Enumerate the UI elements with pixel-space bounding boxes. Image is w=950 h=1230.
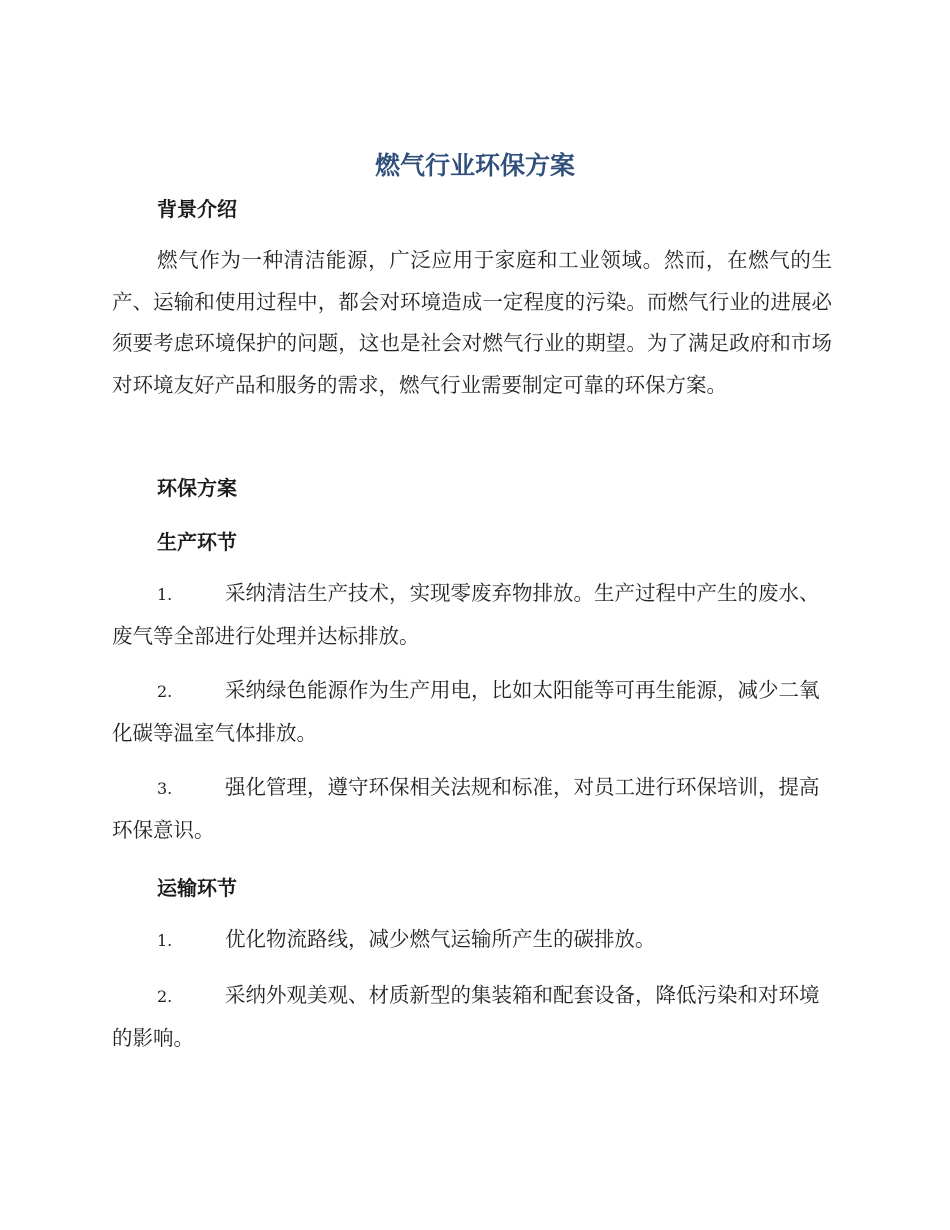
- list-item: [112, 919, 832, 962]
- section-heading-background: 背景介绍: [157, 197, 237, 221]
- list-item-number: 2.: [157, 987, 173, 1006]
- list-item: [112, 767, 832, 851]
- list-item-number: 1.: [157, 585, 173, 604]
- list-item: [112, 670, 832, 754]
- list-item: [112, 573, 832, 657]
- list-item-text: 强化管理，遵守环保相关法规和标准，对员工进行环保培训，提高环保意识。: [112, 775, 820, 842]
- subsection-heading-transport: 运输环节: [157, 876, 237, 900]
- list-item-number: 1.: [157, 931, 173, 950]
- subsection-heading-production: 生产环节: [157, 530, 237, 554]
- list-item-text: 采纳绿色能源作为生产用电，比如太阳能等可再生能源，减少二氧化碳等温室气体排放。: [112, 678, 820, 745]
- background-paragraph: 燃气作为一种清洁能源，广泛应用于家庭和工业领域。然而，在燃气的生产、运输和使用过程中，都会对环境造成一定程度的污染。而燃气行业的进展必须要考虑环境保护的问题，这也是社会对燃气行业的期望。为了满足政府和市场对环境友好产品和服务的需求，燃气行业需要制定可靠的环保方案。: [112, 248, 832, 397]
- list-item-text: 优化物流路线，减少燃气运输所产生的碳排放。: [225, 927, 656, 951]
- list-item-number: 3.: [157, 779, 173, 798]
- list-item-text: 采纳外观美观、材质新型的集装箱和配套设备，降低污染和对环境的影响。: [112, 983, 820, 1050]
- list-item-text: 采纳清洁生产技术，实现零废弃物排放。生产过程中产生的废水、废气等全部进行处理并达标排放。: [112, 581, 820, 648]
- list-item: [112, 975, 832, 1059]
- section-heading-plan: 环保方案: [157, 476, 237, 500]
- list-item-number: 2.: [157, 682, 173, 701]
- document-title: 燃气行业环保方案: [374, 151, 575, 180]
